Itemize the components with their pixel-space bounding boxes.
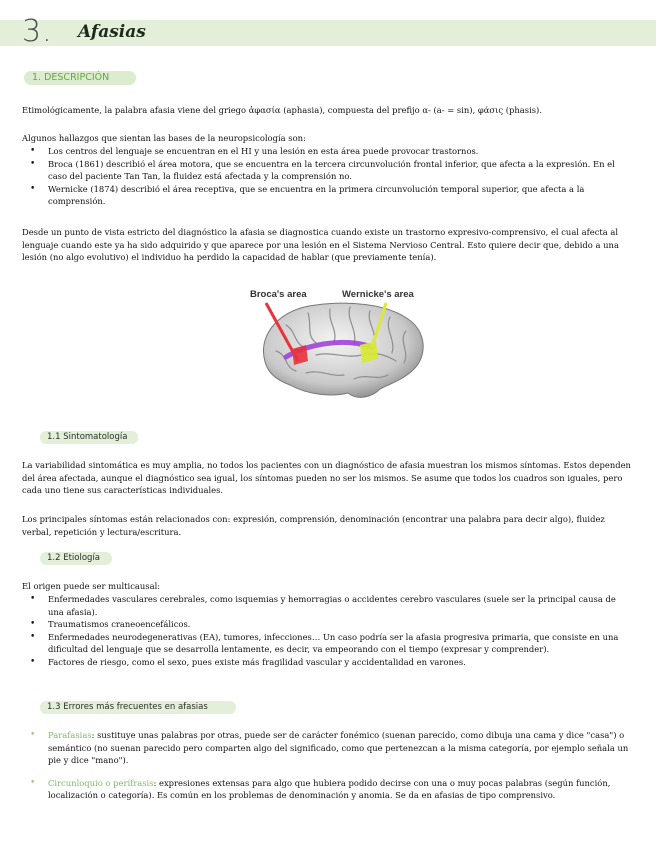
section-heading-descripcion: 1. DESCRIPCIÓN: [24, 71, 136, 85]
subsection-heading-errores: 1.3 Errores más frecuentes en afasias: [40, 701, 236, 714]
brain-illustration: [246, 285, 436, 405]
list-item: • Enfermedades neurodegenerativas (EA), tumores, infecciones… Un caso podría ser la afasia progresiva primaria, que consiste en una dificultad del lenguaje que se desarrolla lentamente, es decir, va empeorando con el tiempo (expresar y comprender).: [22, 631, 634, 656]
list-item: • Enfermedades vasculares cerebrales, como isquemias y hemorragias o accidentes cerebro vasculares (suele ser la principal causa de una afasia).: [22, 593, 634, 618]
list-item: • Factores de riesgo, como el sexo, pues existe más fragilidad vascular y accidentalidad en varones.: [22, 656, 634, 669]
error-description: : expresiones extensas para algo que hubiera podido decirse con una o muy pocas palabras (según función, localización o categoría). Es común en los problemas de denominación y anomia. Se da en afasias de tipo comprensivo.: [48, 777, 611, 800]
list-item: [22, 777, 634, 802]
list-item: • Traumatismos craneoencefálicos.: [22, 618, 634, 631]
subsection-heading-etiologia: 1.2 Etiología: [40, 552, 112, 565]
brain-figure: [246, 285, 436, 405]
page-title: Afasias: [78, 22, 146, 42]
error-description: : sustituye unas palabras por otras, puede ser de carácter fonémico (suenan parecido, como dibuja una cama y dice "casa") o semántico (no suenan parecido pero comparten algo del significado, como que pertenezcan a la misma categoría, por ejemplo señala un pie y dice "mano").: [48, 730, 629, 765]
etymology-paragraph: Etimológicamente, la palabra afasia viene del griego ἀφασία (aphasia), compuesta del prefijo α- (a- = sin), φάσις (phasis).: [22, 105, 542, 115]
main-symptoms-paragraph: Los principales síntomas están relacionados con: expresión, comprensión, denominación (encontrar una palabra para decir algo), fluidez verbal, repetición y lectura/escritura.: [22, 514, 605, 537]
diagnosis-paragraph: Desde un punto de vista estricto del diagnóstico la afasia se diagnostica cuando existe un trastorno expresivo-comprensivo, el cual afecta al lenguaje cuando este ya ha sido adquirido y que aparece por una lesión en el Sistema Nervioso Central. Esto quiere decir que, debido a una lesión (no algo evolutivo) el individuo ha perdido la capacidad de hablar (que previamente tenía).: [22, 227, 619, 262]
list-item: • Wernicke (1874) describió el área receptiva, que se encuentra en la primera circunvolución temporal superior, que afecta a la comprensión.: [22, 183, 634, 208]
subsection-heading-sintomatologia: 1.1 Sintomatología: [40, 431, 138, 444]
etiology-list: [22, 593, 634, 668]
broca-area-label: Broca's area: [250, 289, 307, 300]
symptomatology-paragraph: La variabilidad sintomática es muy amplia, no todos los pacientes con un diagnóstico de afasia muestran los mismos síntomas. Estos dependen del área afectada, aunque el diagnóstico sea igual, los síntomas pueden no ser los mismos. Se asume que todos los cuadros son iguales, pero cada uno tiene sus características individuales.: [22, 460, 631, 495]
error-term: Parafasias: [48, 730, 92, 740]
list-item: [22, 729, 634, 767]
chapter-number: 3.: [22, 14, 53, 49]
findings-intro: Algunos hallazgos que sientan las bases de la neuropsicología son:: [22, 133, 306, 143]
list-item: • Broca (1861) describió el área motora, que se encuentra en la tercera circunvolución frontal inferior, que afecta a la expresión. En el caso del paciente Tan Tan, la fluidez está afectada y la comprensión no.: [22, 158, 634, 183]
wernicke-area-label: Wernicke's area: [342, 289, 414, 300]
error-term: Circunloquio o perífrasis: [48, 777, 154, 788]
list-item: • Los centros del lenguaje se encuentran en el HI y una lesión en esta área puede provocar trastornos.: [22, 145, 634, 158]
errors-list: [22, 729, 634, 802]
findings-list: [22, 145, 634, 208]
etiology-intro: El origen puede ser multicausal:: [22, 581, 161, 591]
